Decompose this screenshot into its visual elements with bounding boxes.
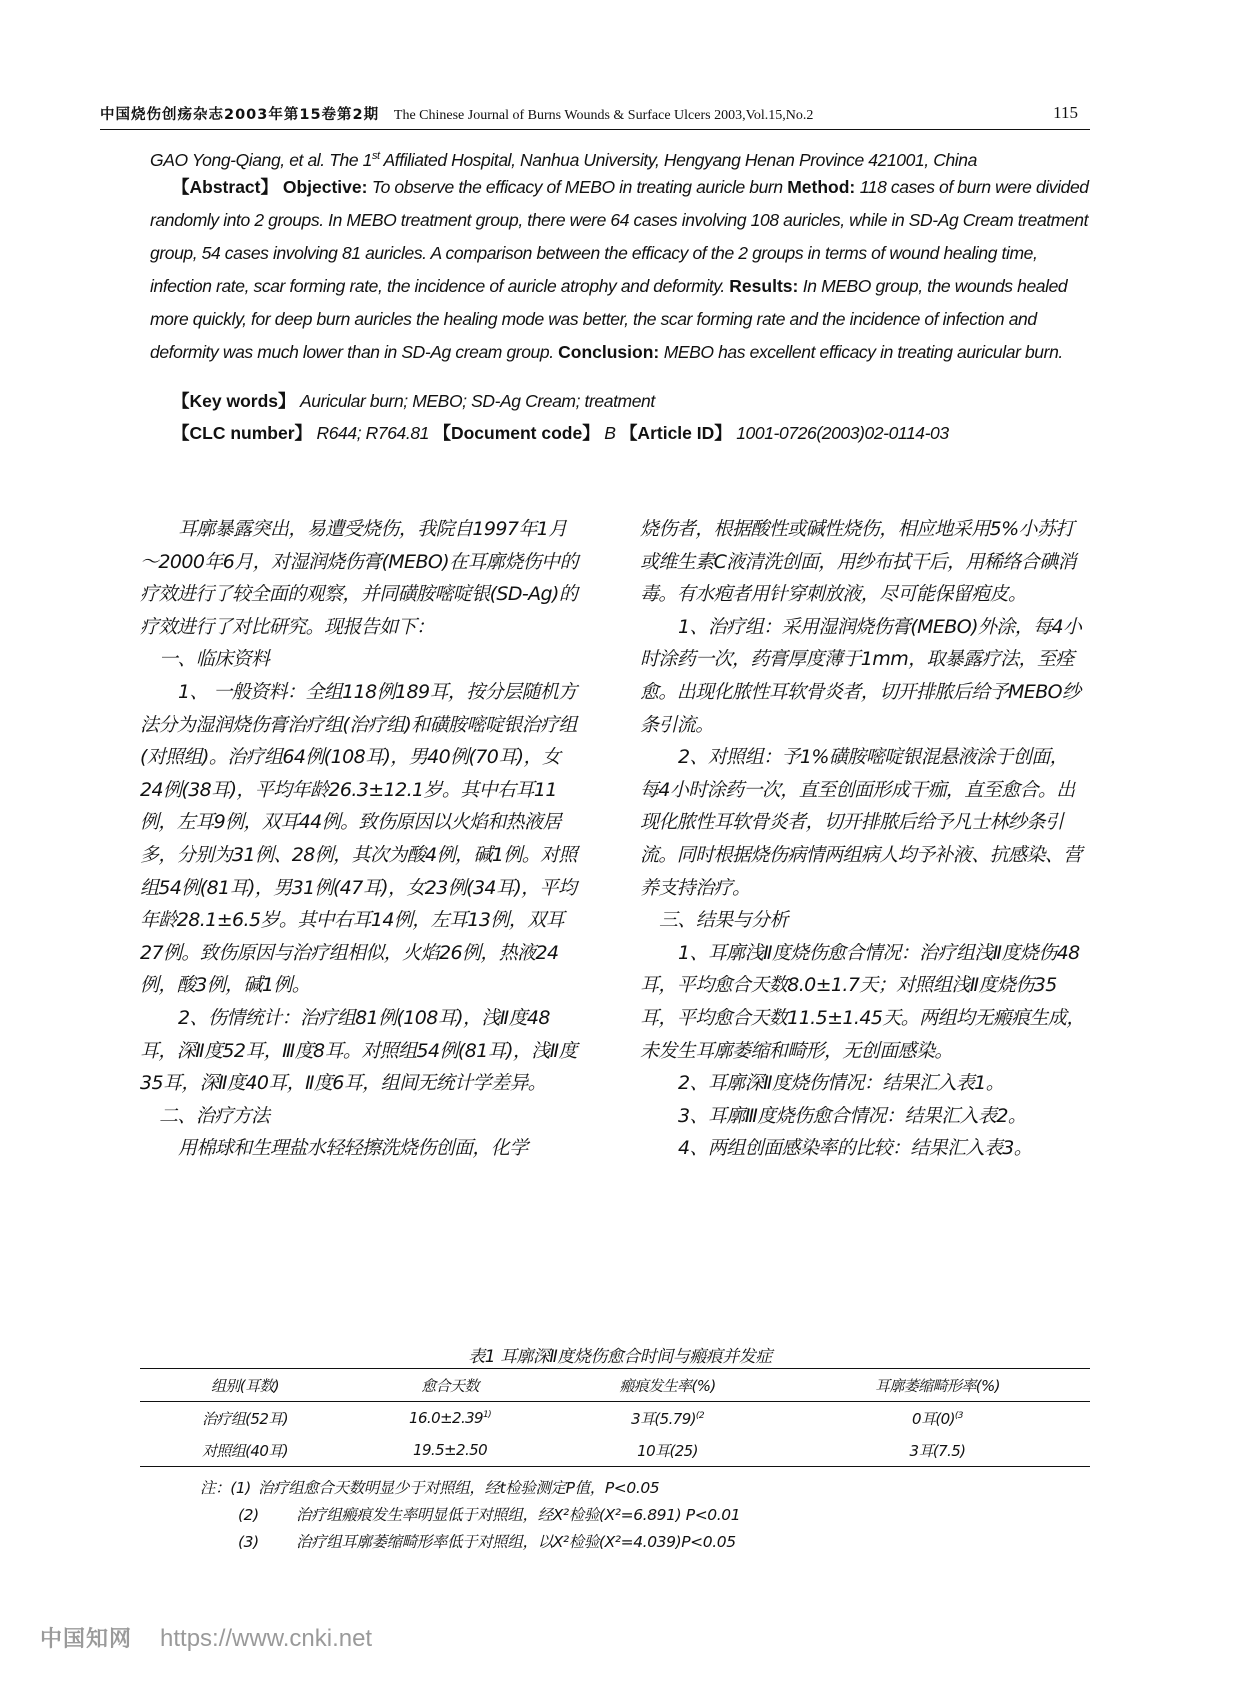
column-header: 瘢痕发生率(%) [550,1369,785,1402]
table-cell: 治疗组(52耳) [201,1409,288,1428]
table-notes [200,1475,1080,1556]
table-row [140,1434,1090,1467]
table-cell: $16.0\pm 2.39^{1)}$ [409,1409,492,1427]
table-cell: 10耳(25) [550,1434,785,1467]
watermark-url: https://www.cnki.net [160,1625,373,1652]
table-note: (2) 治疗组瘢痕发生率明显低于对照组，经X²检验(X²=6.891) P<0.01 [238,1506,741,1524]
table-cell: 0耳$(0)^{(3}$ [912,1409,963,1428]
paragraph: 2、对照组：予1%磺胺嘧啶银混悬液涂于创面，每4小时涂药一次，直至创面形成干痂，直至愈合。出现化脓性耳软骨炎者，切开排脓后给予凡士林纱条引流。同时根据烧伤病情两组病人均予补液、抗感染、营养支持治疗。 [640,746,1082,899]
column-header: 组别(耳数) [140,1369,350,1402]
keywords-line: 【Key words】 Auricular burn; MEBO; SD-Ag Cream; treatment [172,391,655,411]
conclusion-label: Conclusion: [558,342,660,362]
paragraph: 3、耳廓Ⅲ度烧伤愈合情况：结果汇入表2。 [678,1104,1027,1127]
abstract-label: 【Abstract】 Objective: [172,177,368,197]
table-caption: 表1 耳廓深Ⅱ度烧伤愈合时间与瘢痕并发症 [468,1347,772,1367]
page-number: 115 [1053,103,1078,122]
results-label: Results: [729,276,799,296]
section-heading: 二、治疗方法 [159,1104,270,1127]
section-heading: 三、结果与分析 [659,909,788,932]
section-heading: 一、临床资料 [159,648,270,671]
clc-line: 【CLC number】 R644; R764.81 【Document code】 B 【Article ID】 1001-0726(2003)02-0114-03 [172,423,949,443]
cnki-watermark [40,1622,372,1653]
paragraph: 用棉球和生理盐水轻轻擦洗烧伤创面，化学 [178,1137,528,1160]
journal-title-en: The Chinese Journal of Burns Wounds & Surface Ulcers 2003,Vol.15,No.2 [393,108,814,123]
body-column-left [140,513,580,1165]
table-cell: 3耳(7.5) [785,1434,1090,1467]
running-header [100,103,1090,130]
method-label: Method: [787,177,856,197]
abstract-body: 【Abstract】 Objective: To observe the efficacy of MEBO in treating auricle burn Method: 118 cases of burn were divided randomly into 2 groups. In MEBO treatment group, there were 64 cases involving 108 auricles, while in SD-Ag Cream treatment group, 54 cases involving 81 auricles. A comparison between the efficacy of the 2 groups in terms of wound healing time, infection rate, scar forming rate, the incidence of auricle atrophy and deformity. Results: In MEBO group, the wounds healed more quickly, for deep burn auricles the healing mode was better, the scar forming rate and the incidence of infection and deformity was much lower than in SD-Ag cream group. Conclusion: MEBO has excellent efficacy in treating auricular burn. [150,177,1089,362]
table-note: (3) 治疗组耳廓萎缩畸形率低于对照组，以X²检验(X²=4.039)P<0.05 [238,1533,736,1551]
column-header: 耳廓萎缩畸形率(%) [785,1369,1090,1402]
journal-title-cn: 中国烧伤创疡杂志2003年第15卷第2期 [100,107,380,123]
affiliation: GAO Yong-Qiang, et al. The 1st Affiliated Hospital, Nanhua University, Hengyang Henan Province 421001, China [150,149,977,170]
watermark-site-name: 中国知网 [40,1627,133,1652]
paragraph: 1、 一般资料：全组118例189耳，按分层随机方法分为湿润烧伤膏治疗组(治疗组)和磺胺嘧啶银治疗组(对照组)。治疗组64例(108耳)，男40例(70耳)，女24例(38耳)，平均年龄26.3±12.1岁。其中右耳11例，左耳9例，双耳44例。致伤原因以火焰和热液居多，分别为31例、28例，其次为酸4例，碱1例。对照组54例(81耳)，男31例(47耳)，女23例(34耳)，平均年龄28.1±6.5岁。其中右耳14例，左耳13例，双耳27例。致伤原因与治疗组相似，火焰26例，热液24例，酸3例，碱1例。 [140,680,577,997]
paragraph: 烧伤者，根据酸性或碱性烧伤，相应地采用5%小苏打或维生素C液清洗创面，用纱布拭干后，用稀络合碘消毒。有水疱者用针穿刺放液，尽可能保留疱皮。 [640,518,1076,606]
results-table [140,1368,1090,1467]
table-header-row [140,1369,1090,1402]
paragraph: 4、两组创面感染率的比较：结果汇入表3。 [678,1137,1033,1160]
paragraph: 1、治疗组：采用湿润烧伤膏(MEBO)外涂，每4小时涂药一次，药膏厚度薄于1mm，取暴露疗法，至痊愈。出现化脓性耳软骨炎者，切开排脓后给予MEBO纱条引流。 [640,615,1082,736]
paragraph: 1、耳廓浅Ⅱ度烧伤愈合情况：治疗组浅Ⅱ度烧伤48耳，平均愈合天数8.0±1.7天；对照组浅Ⅱ度烧伤35耳，平均愈合天数11.5±1.45天。两组均无瘢痕生成，未发生耳廓萎缩和畸形，无创面感染。 [640,941,1085,1062]
table-row [140,1402,1090,1435]
table-note: 注：(1) 治疗组愈合天数明显少于对照组，经t检验测定P值，P<0.05 [200,1479,660,1497]
paragraph: 2、伤情统计：治疗组81例(108耳)，浅Ⅱ度48耳，深Ⅱ度52耳，Ⅲ度8耳。对照组54例(81耳)，浅Ⅱ度35耳，深Ⅱ度40耳，Ⅱ度6耳，组间无统计学差异。 [140,1006,577,1095]
column-header: 愈合天数 [350,1369,550,1402]
paragraph: 2、耳廓深Ⅱ度烧伤情况：结果汇入表1。 [678,1072,1005,1095]
table-cell: 19.5±2.50 [350,1434,550,1467]
table-cell: 对照组(40耳) [140,1434,350,1467]
intro-paragraph: 耳廓暴露突出，易遭受烧伤，我院自1997年1月～2000年6月，对湿润烧伤膏(MEBO)在耳廓烧伤中的疗效进行了较全面的观察，并同磺胺嘧啶银(SD-Ag)的疗效进行了对比研究。现报告如下： [140,518,578,638]
body-column-right [640,513,1085,1165]
table-cell: 3耳$(5.79)^{(2}$ [631,1409,704,1428]
